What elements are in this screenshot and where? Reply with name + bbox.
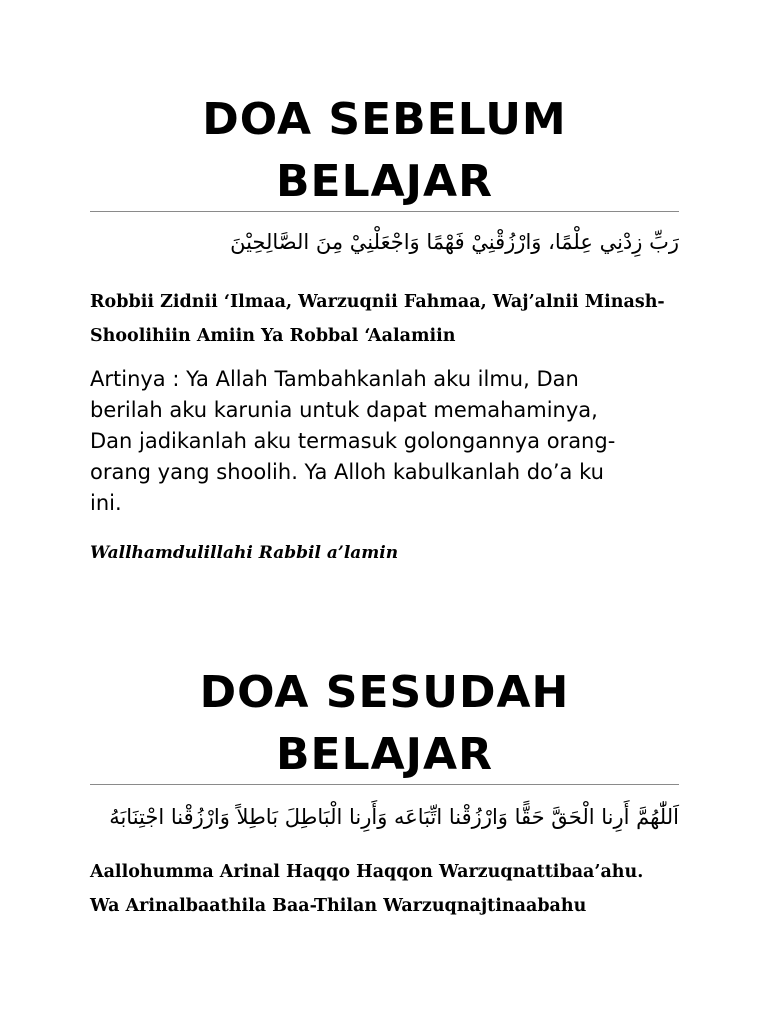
title-line-1: DOA SEBELUM bbox=[202, 94, 567, 145]
meaning-line-1: Artinya : Ya Allah Tambahkanlah aku ilmu, Dan bbox=[90, 367, 579, 391]
arabic-prayer-text: اَللّٰهُمَّ أَرِنا الْحَقَّ حَقًّا وَارْزُقْنا اتِّبَاعَه وَأَرِنا الْبَاطِلَ بَاطِلاً وَارْزُقْنا اجْتِنَابَهُ bbox=[109, 805, 679, 829]
section-divider bbox=[90, 784, 679, 785]
section-divider bbox=[90, 211, 679, 212]
meaning-line-4: orang yang shoolih. Ya Alloh kabulkanlah do’a ku bbox=[90, 460, 604, 484]
closing-phrase: Wallhamdulillahi Rabbil a’lamin bbox=[90, 543, 399, 563]
latin-transliteration bbox=[90, 285, 679, 353]
meaning-line-2: berilah aku karunia untuk dapat memahaminya, bbox=[90, 398, 598, 422]
title-line-2: BELAJAR bbox=[276, 156, 493, 207]
title-doa-sebelum-belajar bbox=[90, 89, 679, 213]
latin-transliteration bbox=[90, 855, 679, 923]
prayer-meaning bbox=[90, 364, 665, 519]
latin-line-2: Shoolihiin Amiin Ya Robbal ‘Aalamiin bbox=[90, 326, 456, 346]
arabic-prayer-text: رَبِّ زِدْنِي عِلْمًا، وَارْزُقْنِيْ فَهْمًا وَاجْعَلْنِيْ مِنَ الصَّالِحِيْنَ bbox=[230, 230, 679, 254]
latin-line-2: Wa Arinalbaathila Baa-Thilan Warzuqnajtinaabahu bbox=[90, 896, 587, 916]
latin-line-1: Robbii Zidnii ‘Ilmaa, Warzuqnii Fahmaa, Waj’alnii Minash- bbox=[90, 292, 665, 312]
latin-line-1: Aallohumma Arinal Haqqo Haqqon Warzuqnattibaa’ahu. bbox=[90, 862, 644, 882]
title-doa-sesudah-belajar bbox=[90, 662, 679, 786]
title-line-1: DOA SESUDAH bbox=[199, 667, 570, 718]
title-line-2: BELAJAR bbox=[276, 729, 493, 780]
meaning-line-5: ini. bbox=[90, 491, 122, 515]
meaning-line-3: Dan jadikanlah aku termasuk golongannya orang- bbox=[90, 429, 616, 453]
